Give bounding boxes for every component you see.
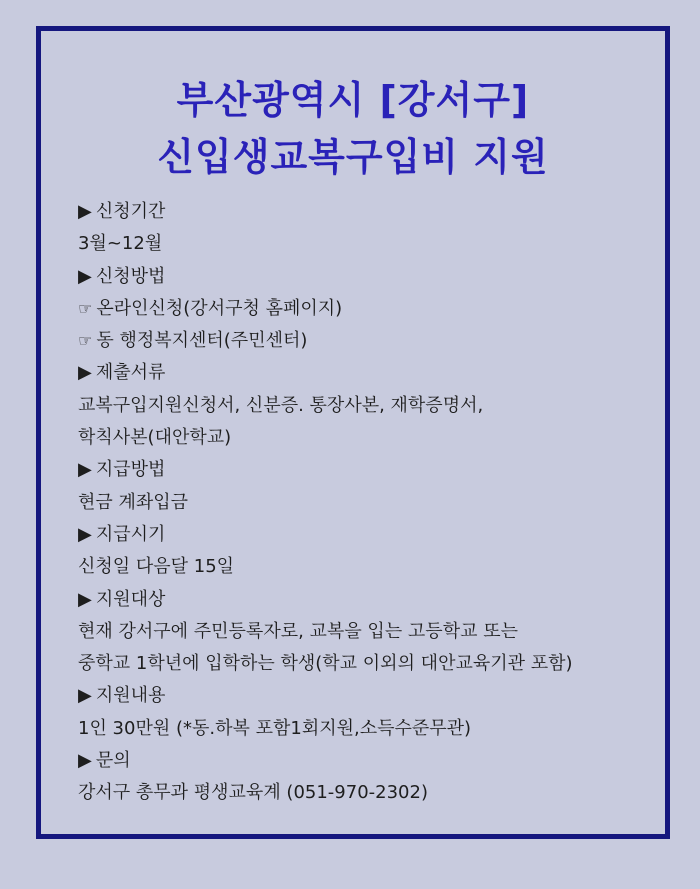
pointing-hand-icon: ☞ [78, 298, 93, 318]
title-line-1: 부산광역시 [강서구] [176, 78, 530, 122]
section-heading-payment-time [78, 519, 655, 551]
heading-label: 문의 [95, 750, 131, 772]
notice-frame [36, 26, 670, 839]
method-item [78, 293, 655, 325]
notice-body [78, 196, 655, 810]
heading-label: 지급시기 [95, 523, 166, 545]
section-heading-period [78, 196, 655, 228]
arrow-icon: ▶ [78, 588, 92, 610]
section-heading-method [78, 261, 655, 293]
heading-label: 지원내용 [95, 685, 166, 707]
section-heading-eligibility [78, 584, 655, 616]
heading-label: 신청기간 [95, 201, 166, 222]
payment-method-text: 현금 계좌입금 [78, 491, 189, 513]
heading-label: 지원대상 [95, 588, 166, 610]
heading-label: 신청방법 [95, 265, 166, 287]
arrow-icon: ▶ [78, 685, 92, 707]
payment-time-text: 신청일 다음달 15일 [78, 556, 235, 578]
documents-text: 교복구입지원신청서, 신분증. 통장사본, 재학증명서, [78, 394, 484, 416]
arrow-icon: ▶ [78, 362, 92, 384]
title-line-2: 신입생교복구입비 지원 [157, 135, 549, 179]
method-item-text: 동 행정복지센터(주민센터) [96, 330, 308, 352]
pointing-hand-icon: ☞ [78, 331, 93, 351]
arrow-icon: ▶ [78, 201, 92, 222]
heading-label: 지급방법 [95, 459, 166, 481]
arrow-icon: ▶ [78, 523, 92, 545]
arrow-icon: ▶ [78, 459, 92, 481]
documents-text: 학칙사본(대안학교) [78, 427, 232, 449]
section-heading-documents [78, 357, 655, 389]
contact-text: 강서구 총무과 평생교육계 (051-970-2302) [78, 782, 428, 804]
period-text: 3월~12월 [78, 233, 163, 255]
section-heading-payment-method [78, 454, 655, 486]
eligibility-text: 중학교 1학년에 입학하는 학생(학교 이외의 대안교육기관 포함) [78, 653, 573, 675]
method-item-text: 온라인신청(강서구청 홈페이지) [96, 297, 343, 319]
arrow-icon: ▶ [78, 265, 92, 287]
section-heading-contact [78, 745, 655, 777]
arrow-icon: ▶ [78, 750, 92, 772]
heading-label: 제출서류 [95, 362, 166, 384]
method-item [78, 325, 655, 357]
section-heading-content [78, 680, 655, 712]
content-text: 1인 30만원 (*동.하복 포함1회지원,소득수준무관) [78, 717, 472, 739]
eligibility-text: 현재 강서구에 주민등록자로, 교복을 입는 고등학교 또는 [78, 620, 518, 642]
